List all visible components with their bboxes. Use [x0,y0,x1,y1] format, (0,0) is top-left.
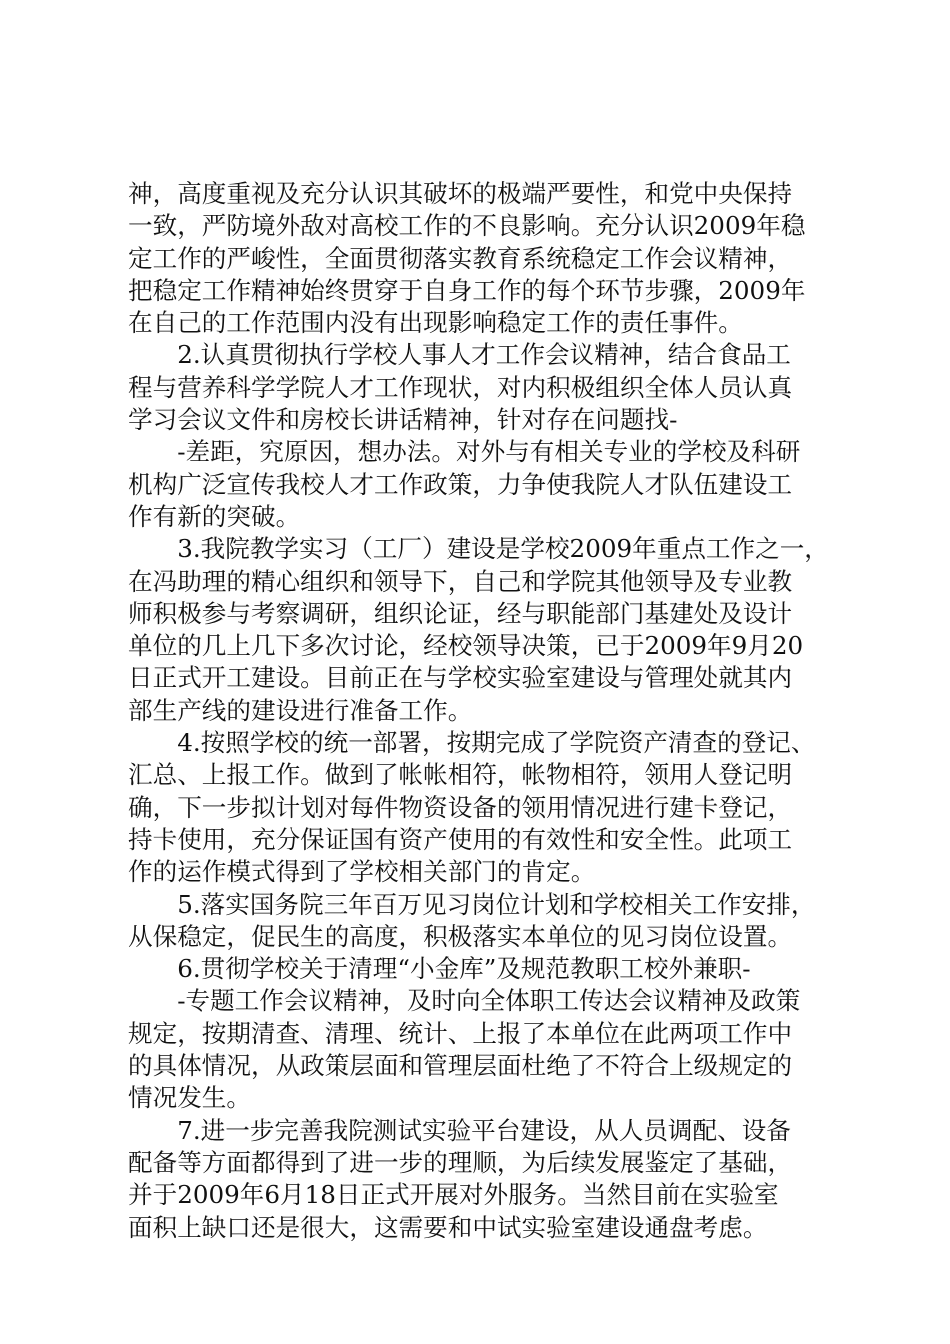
text-line: 2.认真贯彻执行学校人事人才工作会议精神，结合食品工 [177,340,791,370]
text-line: -差距，究原因，想办法。对外与有相关专业的学校及科研 [177,437,801,467]
text-line: 在自己的工作范围内没有出现影响稳定工作的责任事件。 [128,308,743,338]
text-line: 3.我院教学实习（工厂）建设是学校2009年重点工作之一， [177,534,829,564]
text-line: 部生产线的建设进行准备工作。 [128,695,473,725]
text-line: 作有新的突破。 [128,501,301,531]
text-line: 持卡使用，充分保证国有资产使用的有效性和安全性。此项工 [128,824,793,854]
text-line: 配备等方面都得到了进一步的理顺，为后续发展鉴定了基础， [128,1147,793,1177]
text-line: 定工作的严峻性，全面贯彻落实教育系统稳定工作会议精神， [128,243,793,273]
text-line: 神，高度重视及充分认识其破坏的极端严要性，和党中央保持 [128,179,793,208]
text-line: 情况发生。 [128,1083,251,1113]
text-line: 把稳定工作精神始终贯穿于自身工作的每个环节步骤，2009年 [128,275,806,305]
text-line: 规定，按期清查、清理、统计、上报了本单位在此两项工作中 [128,1018,793,1048]
text-line: 面积上缺口还是很大，这需要和中试实验室建设通盘考虑。 [128,1212,768,1242]
document-body [128,178,832,1244]
text-line: 4.按照学校的统一部署，按期完成了学院资产清查的登记、 [177,728,816,758]
text-line: 5.落实国务院三年百万见习岗位计划和学校相关工作安排， [177,889,816,919]
paragraph [128,339,832,436]
text-line: 一致，严防境外敌对高校工作的不良影响。充分认识2009年稳 [128,211,806,241]
paragraph [128,953,832,985]
text-line: 程与营养科学学院人才工作现状，对内积极组织全体人员认真 [128,372,793,402]
text-line: 单位的几上几下多次讨论，经校领导决策，已于2009年9月20 [128,631,804,661]
text-line: 确，下一步拟计划对每件物资设备的领用情况进行建卡登记， [128,792,793,822]
text-line: 7.进一步完善我院测试实验平台建设，从人员调配、设备 [177,1115,791,1145]
text-line: 作的运作模式得到了学校相关部门的肯定。 [128,857,596,887]
text-line: -专题工作会议精神，及时向全体职工传达会议精神及政策 [177,986,801,1016]
paragraph [128,178,832,339]
text-line: 6.贯彻学校关于清理“小金库”及规范教职工校外兼职- [177,954,751,984]
paragraph [128,985,832,1114]
paragraph [128,436,832,533]
text-line: 学习会议文件和房校长讲话精神，针对存在问题找- [128,405,678,435]
text-line: 机构广泛宣传我校人才工作政策，力争使我院人才队伍建设工 [128,469,793,499]
paragraph [128,727,832,888]
text-line: 师积极参与考察调研，组织论证，经与职能部门基建处及设计 [128,598,793,628]
paragraph [128,1115,832,1244]
text-line: 从保稳定，促民生的高度，积极落实本单位的见习岗位设置。 [128,921,793,951]
text-line: 并于2009年6月18日正式开展对外服务。当然目前在实验室 [128,1180,779,1210]
text-line: 日正式开工建设。目前正在与学校实验室建设与管理处就其内 [128,663,793,693]
paragraph [128,889,832,954]
paragraph [128,533,832,727]
text-line: 在冯助理的精心组织和领导下，自己和学院其他领导及专业教 [128,566,793,596]
text-line: 汇总、上报工作。做到了帐帐相符，帐物相符，领用人登记明 [128,760,793,790]
text-line: 的具体情况，从政策层面和管理层面杜绝了不符合上级规定的 [128,1051,793,1081]
